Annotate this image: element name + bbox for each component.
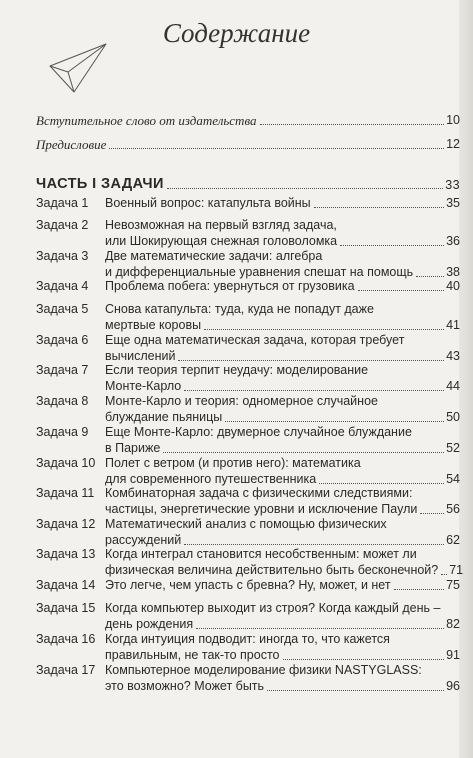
dot-leader xyxy=(267,690,444,691)
toc-page-number: 91 xyxy=(446,648,460,662)
problem-title xyxy=(105,485,460,517)
problem-title xyxy=(105,577,460,593)
dot-leader xyxy=(319,483,444,484)
problem-title xyxy=(105,332,460,364)
paper-plane-icon xyxy=(48,42,108,94)
dot-leader xyxy=(260,124,445,125)
toc-entry-problem[interactable] xyxy=(36,278,460,294)
dot-leader xyxy=(167,188,444,189)
toc-page-number: 44 xyxy=(446,379,460,393)
problem-title-line xyxy=(105,195,460,211)
problem-title xyxy=(105,217,460,249)
toc-page-number: 41 xyxy=(446,318,460,332)
problem-title xyxy=(105,546,464,578)
problem-title-line xyxy=(105,248,460,264)
problem-title-text: Две математические задачи: алгебра xyxy=(105,249,323,263)
problem-number: Задача 17 xyxy=(36,663,96,677)
problem-title-line xyxy=(105,647,460,663)
toc-page-number: 50 xyxy=(446,410,460,424)
toc-page-number: 62 xyxy=(446,533,460,547)
problem-title-line xyxy=(105,317,460,333)
problem-title-line xyxy=(105,678,460,694)
problem-title-text: это возможно? Может быть xyxy=(105,679,265,693)
toc-page-number: 40 xyxy=(446,279,460,293)
problem-title-line xyxy=(105,378,460,394)
problem-title xyxy=(105,424,460,456)
problem-title-line xyxy=(105,233,460,249)
problem-number: Задача 10 xyxy=(36,456,96,470)
problem-title-line xyxy=(105,516,460,532)
dot-leader xyxy=(109,148,444,149)
problem-title-text: и дифференциальные уравнения спешат на помощь xyxy=(105,265,414,279)
problem-title xyxy=(105,393,460,425)
toc-entry-problem[interactable] xyxy=(36,424,460,456)
toc-page-number: 82 xyxy=(446,617,460,631)
problem-title-text: Когда компьютер выходит из строя? Когда каждый день – xyxy=(105,601,441,615)
problem-title-text: Невозможная на первый взгляд задача, xyxy=(105,218,337,232)
problem-title-text: Если теория терпит неудачу: моделирование xyxy=(105,363,369,377)
dot-leader xyxy=(163,452,444,453)
dot-leader xyxy=(358,290,445,291)
toc-page-number: 96 xyxy=(446,679,460,693)
problem-title-text: Полет с ветром (и против него): математика xyxy=(105,456,361,470)
toc-page-number: 12 xyxy=(446,137,460,151)
part-label: ЧАСТЬ I ЗАДАЧИ xyxy=(36,176,164,192)
problem-title-line xyxy=(105,485,460,501)
problem-title-text: Когда интуиция подводит: иногда то, что кажется xyxy=(105,632,390,646)
problem-title xyxy=(105,455,460,487)
toc-page-number: 71 xyxy=(449,563,464,577)
problem-title-text: для современного путешественника xyxy=(105,472,317,486)
toc-entry-problem[interactable] xyxy=(36,485,460,517)
toc-entry-problem[interactable] xyxy=(36,516,460,548)
problem-title-line xyxy=(105,562,464,578)
problem-title-text: Еще Монте-Карло: двумерное случайное блуждание xyxy=(105,425,412,439)
problem-number: Задача 14 xyxy=(36,578,96,592)
problem-title-line xyxy=(105,409,460,425)
problem-title xyxy=(105,600,460,632)
problem-title xyxy=(105,278,460,294)
toc-page-number: 35 xyxy=(446,196,460,210)
problem-title-text: мертвые коровы xyxy=(105,318,202,332)
toc-page-number: 10 xyxy=(446,113,460,127)
problem-number: Задача 7 xyxy=(36,363,89,377)
problem-title xyxy=(105,662,460,694)
dot-leader xyxy=(204,329,444,330)
problem-title xyxy=(105,301,460,333)
problem-title-line xyxy=(105,600,460,616)
problem-title xyxy=(105,248,460,280)
toc-entry-preface[interactable] xyxy=(36,137,460,152)
toc-entry-problem[interactable] xyxy=(36,662,460,694)
problem-title-text: Математический анализ с помощью физических xyxy=(105,517,387,531)
toc-page-number: 43 xyxy=(446,349,460,363)
problem-title xyxy=(105,362,460,394)
toc-page-number: 56 xyxy=(446,502,460,516)
dot-leader xyxy=(394,589,445,590)
toc-entry-problem[interactable] xyxy=(36,546,464,578)
problem-number: Задача 13 xyxy=(36,547,96,561)
problem-title-text: вычислений xyxy=(105,349,176,363)
problem-title-line xyxy=(105,424,460,440)
problem-number: Задача 16 xyxy=(36,632,96,646)
toc-entry-label: Предисловие xyxy=(36,137,107,152)
toc-entry-publisher-note[interactable] xyxy=(36,113,460,128)
toc-page-number: 52 xyxy=(446,441,460,455)
problem-title-text: Снова катапульта: туда, куда не попадут даже xyxy=(105,302,374,316)
problem-title-line xyxy=(105,631,460,647)
problem-title-text: Когда интеграл становится несобственным: может ли xyxy=(105,547,417,561)
problem-title-text: правильным, не так-то просто xyxy=(105,648,280,662)
problem-title-line xyxy=(105,393,460,409)
problem-title-line xyxy=(105,546,460,562)
problem-title-text: Монте-Карло и теория: одномерное случайное xyxy=(105,394,378,408)
problem-title xyxy=(105,516,460,548)
toc-entry-label: Вступительное слово от издательства xyxy=(36,113,257,128)
toc-page-number: 33 xyxy=(445,178,460,192)
problem-title-line xyxy=(105,577,460,593)
toc-page-number: 54 xyxy=(446,472,460,486)
toc-entry-problem[interactable] xyxy=(36,217,460,249)
dot-leader xyxy=(225,421,444,422)
dot-leader xyxy=(340,245,444,246)
problem-number: Задача 11 xyxy=(36,486,95,500)
problem-title-text: Военный вопрос: катапульта войны xyxy=(105,196,311,210)
toc-entry-problem[interactable] xyxy=(36,301,460,333)
problem-title-line xyxy=(105,662,460,678)
toc-entry-problem[interactable] xyxy=(36,577,460,593)
problem-title-line xyxy=(105,440,460,456)
dot-leader xyxy=(283,659,445,660)
dot-leader xyxy=(196,628,444,629)
problem-number: Задача 12 xyxy=(36,517,96,531)
problem-title-text: или Шокирующая снежная головоломка xyxy=(105,234,338,248)
problem-title-line xyxy=(105,332,460,348)
problem-title-line xyxy=(105,501,460,517)
problem-title-text: рассуждений xyxy=(105,533,182,547)
problem-title-text: частицы, энергетические уровни и исключение Паули xyxy=(105,502,418,516)
problem-title-text: день рождения xyxy=(105,617,194,631)
problem-title-text: физическая величина действительно быть бесконечной? xyxy=(105,563,439,577)
toc-entry-problem[interactable] xyxy=(36,332,460,364)
problem-number: Задача 2 xyxy=(36,218,89,232)
problem-title-text: Монте-Карло xyxy=(105,379,182,393)
problem-number: Задача 9 xyxy=(36,425,89,439)
toc-entry-problem[interactable] xyxy=(36,631,460,663)
toc-entry-problem[interactable] xyxy=(36,362,460,394)
page-edge xyxy=(459,0,473,758)
toc-page-number: 36 xyxy=(446,234,460,248)
problem-number: Задача 5 xyxy=(36,302,89,316)
problem-title-line xyxy=(105,301,460,317)
toc-entry-problem[interactable] xyxy=(36,600,460,632)
toc-entry-problem[interactable] xyxy=(36,393,460,425)
problem-title xyxy=(105,631,460,663)
dot-leader xyxy=(314,207,444,208)
toc-part-heading[interactable] xyxy=(36,176,460,192)
toc-page-number: 75 xyxy=(446,578,460,592)
problem-title-text: Компьютерное моделирование физики NASTYGLASS: xyxy=(105,663,422,677)
toc-entry-problem[interactable] xyxy=(36,248,460,280)
problem-title-line xyxy=(105,278,460,294)
toc-page-number: 38 xyxy=(446,265,460,279)
problem-title-line xyxy=(105,616,460,632)
dot-leader xyxy=(184,390,444,391)
problem-title-text: Проблема побега: увернуться от грузовика xyxy=(105,279,355,293)
problem-title-text: Это легче, чем упасть с бревна? Ну, может, и нет xyxy=(105,578,391,592)
dot-leader xyxy=(178,360,444,361)
toc-entry-problem[interactable] xyxy=(36,195,460,211)
problem-title xyxy=(105,195,460,211)
dot-leader xyxy=(420,513,444,514)
dot-leader xyxy=(184,544,444,545)
problem-title-text: в Париже xyxy=(105,441,161,455)
toc-entry-problem[interactable] xyxy=(36,455,460,487)
problem-number: Задача 1 xyxy=(36,196,89,210)
dot-leader xyxy=(416,276,444,277)
problem-title-line xyxy=(105,217,460,233)
problem-number: Задача 4 xyxy=(36,279,89,293)
problem-title-line xyxy=(105,362,460,378)
problem-title-text: Комбинаторная задача с физическими следствиями: xyxy=(105,486,413,500)
problem-number: Задача 6 xyxy=(36,333,89,347)
problem-number: Задача 3 xyxy=(36,249,89,263)
problem-number: Задача 15 xyxy=(36,601,96,615)
problem-number: Задача 8 xyxy=(36,394,89,408)
problem-title-line xyxy=(105,455,460,471)
page-title: Содержание xyxy=(162,18,311,48)
dot-leader xyxy=(441,574,447,575)
problem-title-text: Еще одна математическая задача, которая требует xyxy=(105,333,405,347)
problem-title-text: блуждание пьяницы xyxy=(105,410,223,424)
